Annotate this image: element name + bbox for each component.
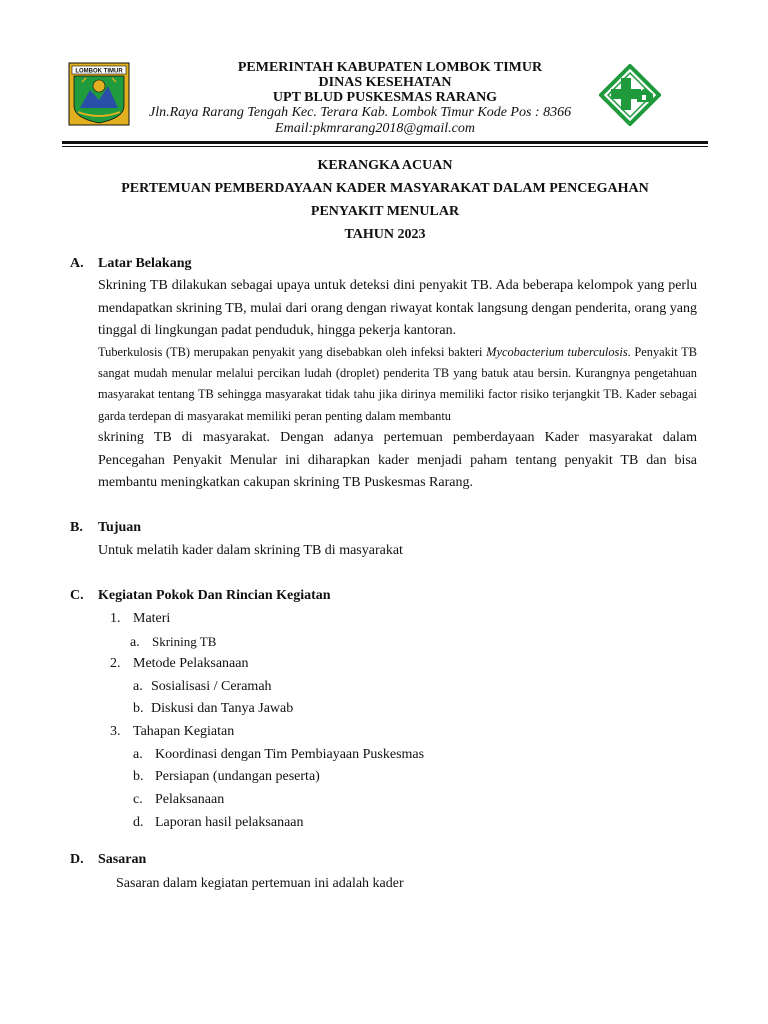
- sub-list-mark: c.: [133, 792, 143, 807]
- list-label: Metode Pelaksanaan: [133, 656, 249, 671]
- sub-list-item: [133, 769, 320, 785]
- sub-list-mark: a.: [130, 635, 140, 650]
- sub-list-item: [133, 815, 304, 831]
- sub-list-text: Pelaksanaan: [155, 792, 225, 807]
- section-a-title: Latar Belakang: [98, 256, 192, 271]
- section-b-heading: [70, 520, 141, 536]
- sub-list-item: [133, 679, 272, 695]
- sub-list-mark: a.: [133, 747, 143, 762]
- sub-list-text: Persiapan (undangan peserta): [155, 769, 320, 784]
- list-item: [110, 611, 170, 627]
- sub-list-mark: b.: [133, 701, 144, 716]
- sub-list-item: [133, 701, 293, 717]
- section-a-text-3: skrining TB di masyarakat. Dengan adanya pertemuan pemberdayaan Kader masyarakat dalam Pencegahan Penyakit Menular ini diharapkan kader menjadi paham tentang penyakit TB dan bisa membantu meningkatkan cakupan skrining TB Puskesmas Rarang.: [98, 430, 697, 491]
- lombok-timur-emblem-icon: [68, 62, 130, 126]
- title-activity-cont: PENYAKIT MENULAR: [310, 204, 460, 219]
- list-number: 2.: [110, 656, 121, 671]
- sub-list-item: [130, 634, 216, 651]
- section-a-heading: [70, 256, 191, 272]
- letterhead-agency: DINAS KESEHATAN: [318, 75, 452, 90]
- letterhead-rule-thick: [62, 141, 708, 144]
- emblem-label: LOMBOK TIMUR: [75, 68, 123, 75]
- section-a-paragraph-2: [98, 342, 697, 427]
- letterhead-address: Jln.Raya Rarang Tengah Kec. Terara Kab. Lombok Timur Kode Pos : 8366: [149, 105, 572, 120]
- section-b-title: Tujuan: [98, 520, 142, 535]
- sub-list-text: Koordinasi dengan Tim Pembiayaan Puskesmas: [155, 747, 425, 762]
- sub-list-mark: b.: [133, 769, 144, 784]
- sub-list-mark: a.: [133, 679, 143, 694]
- list-number: 3.: [110, 724, 121, 739]
- sub-list-text: Diskusi dan Tanya Jawab: [151, 701, 294, 716]
- list-item: [110, 724, 234, 740]
- letterhead-unit: UPT BLUD PUSKESMAS RARANG: [272, 90, 498, 105]
- section-a-text-2a: Tuberkulosis (TB) merupakan penyakit yang disebabkan oleh infeksi bakteri: [98, 345, 487, 359]
- sub-list-text: Skrining TB: [152, 634, 217, 649]
- bacteria-name: Mycobacterium tuberculosis: [486, 345, 628, 359]
- list-item: [110, 656, 248, 672]
- sub-list-mark: d.: [133, 815, 144, 830]
- list-label: Tahapan Kegiatan: [133, 724, 235, 739]
- section-a-paragraph-1: [98, 275, 697, 343]
- section-d-text: Sasaran dalam kegiatan pertemuan ini adalah kader: [116, 876, 404, 891]
- section-a-paragraph-3: [98, 427, 697, 495]
- letterhead-email: Email:pkmrarang2018@gmail.com: [275, 121, 475, 136]
- section-c-title: Kegiatan Pokok Dan Rincian Kegiatan: [98, 588, 331, 603]
- section-a-letter: A.: [70, 256, 84, 271]
- section-b-text: Untuk melatih kader dalam skrining TB di masyarakat: [98, 543, 403, 558]
- sub-list-item: [133, 792, 224, 808]
- sub-list-item: [133, 747, 424, 763]
- title-year: TAHUN 2023: [344, 227, 426, 242]
- section-c-letter: C.: [70, 588, 84, 603]
- letterhead: [140, 60, 630, 137]
- section-a-text-2b: . Penyakit TB sangat mudah menular melalui percikan ludah (droplet) penderita TB yang batuk atau bersin. Kurangnya pengetahuan masyarakat tentang TB sehingga masyarakat tidak tahu jika dirinya memiliki factor risiko terjangkit TB. Kader sebagai garda terdepan di masyarakat memiliki peran penting dalam membantu: [98, 345, 697, 423]
- section-a-text-2: [98, 342, 697, 427]
- section-d-letter: D.: [70, 852, 84, 867]
- title-activity: PERTEMUAN PEMBERDAYAAN KADER MASYARAKAT DALAM PENCEGAHAN: [121, 181, 649, 196]
- section-d-title: Sasaran: [98, 852, 147, 867]
- letterhead-government: PEMERINTAH KABUPATEN LOMBOK TIMUR: [237, 60, 543, 75]
- document-titles: [62, 154, 708, 246]
- section-b-letter: B.: [70, 520, 83, 535]
- sub-list-text: Laporan hasil pelaksanaan: [155, 815, 304, 830]
- list-number: 1.: [110, 611, 121, 626]
- section-d-heading: [70, 852, 146, 868]
- puskesmas-logo-icon: [599, 64, 661, 126]
- section-a-text-1: Skrining TB dilakukan sebagai upaya untuk deteksi dini penyakit TB. Ada beberapa kelompok yang perlu mendapatkan skrining TB, mulai dari orang dengan riwayat kontak langsung dengan penderita, orang yang tinggal di lingkungan padat penduduk, hingga pekerja kantoran.: [98, 278, 697, 339]
- section-c-heading: [70, 588, 331, 604]
- list-label: Materi: [133, 611, 171, 626]
- letterhead-rule-thin: [62, 146, 708, 147]
- title-main: KERANGKA ACUAN: [317, 158, 453, 173]
- sub-list-text: Sosialisasi / Ceramah: [151, 679, 272, 694]
